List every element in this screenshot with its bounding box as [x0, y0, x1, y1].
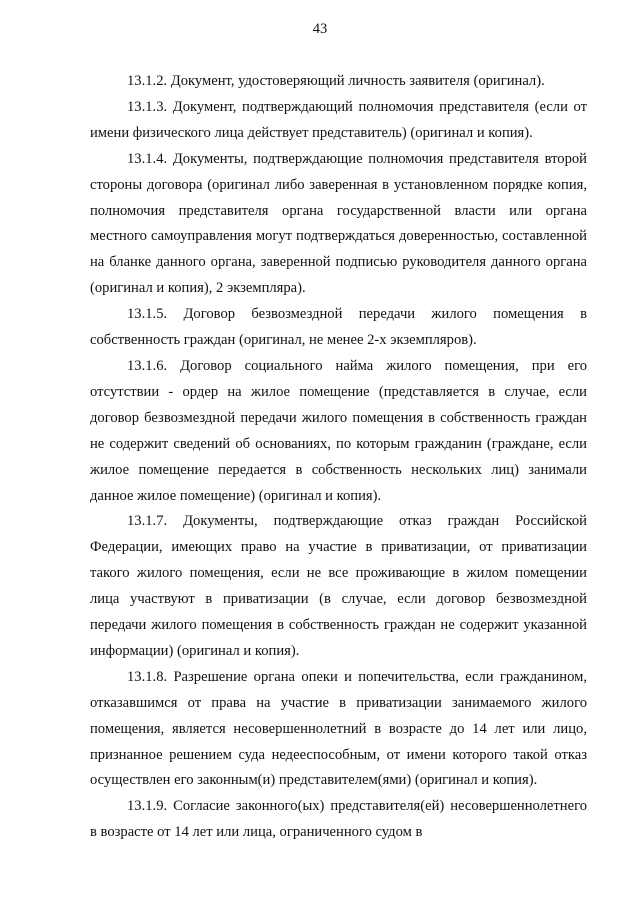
document-body — [90, 69, 587, 846]
paragraph-13-1-4: 13.1.4. Документы, подтверждающие полномочия представителя второй стороны договора (оригинал либо заверенная в установленном порядке копия, полномочия представителя органа государственной власти или органа местного самоуправления могут подтверждаться доверенностью, составленной на бланке данного органа, заверенной подписью руководителя данного органа (оригинал и копия), 2 экземпляра). — [90, 150, 587, 297]
page-number: 43 — [312, 21, 328, 37]
paragraph-13-1-9: 13.1.9. Согласие законного(ых) представителя(ей) несовершеннолетнего в возрасте от 14 лет или лица, ограниченного судом в — [90, 798, 587, 841]
paragraph-13-1-6: 13.1.6. Договор социального найма жилого помещения, при его отсутствии - ордер на жилое помещение (представляется в случае, если договор безвозмездной передачи жилого помещения в собственность граждан не содержит сведений об основаниях, по которым гражданин (граждане, если жилое помещение передается в собственность нескольких лиц) занимали данное жилое помещение) (оригинал и копия). — [90, 357, 587, 504]
paragraph-13-1-5: 13.1.5. Договор безвозмездной передачи жилого помещения в собственность граждан (оригинал, не менее 2-х экземпляров). — [90, 306, 587, 349]
paragraph-13-1-8: 13.1.8. Разрешение органа опеки и попечительства, если гражданином, отказавшимся от права на участие в приватизации занимаемого жилого помещения, является несовершеннолетний в возрасте до 14 лет или лицо, признанное решением суда недееспособным, от имени которого такой отказ осуществлен его законным(и) представителем(ями) (оригинал и копия). — [90, 668, 587, 789]
paragraph-13-1-7: 13.1.7. Документы, подтверждающие отказ граждан Российской Федерации, имеющих право на участие в приватизации, от приватизации такого жилого помещения, если не все проживающие в жилом помещении лица участвуют в приватизации (в случае, если договор безвозмездной передачи жилого помещения в собственность граждан не содержит указанной информации) (оригинал и копия). — [90, 513, 587, 659]
paragraph-13-1-2: 13.1.2. Документ, удостоверяющий личность заявителя (оригинал). — [127, 73, 545, 89]
paragraph-13-1-3: 13.1.3. Документ, подтверждающий полномочия представителя (если от имени физического лица действует представитель) (оригинал и копия). — [90, 98, 587, 141]
